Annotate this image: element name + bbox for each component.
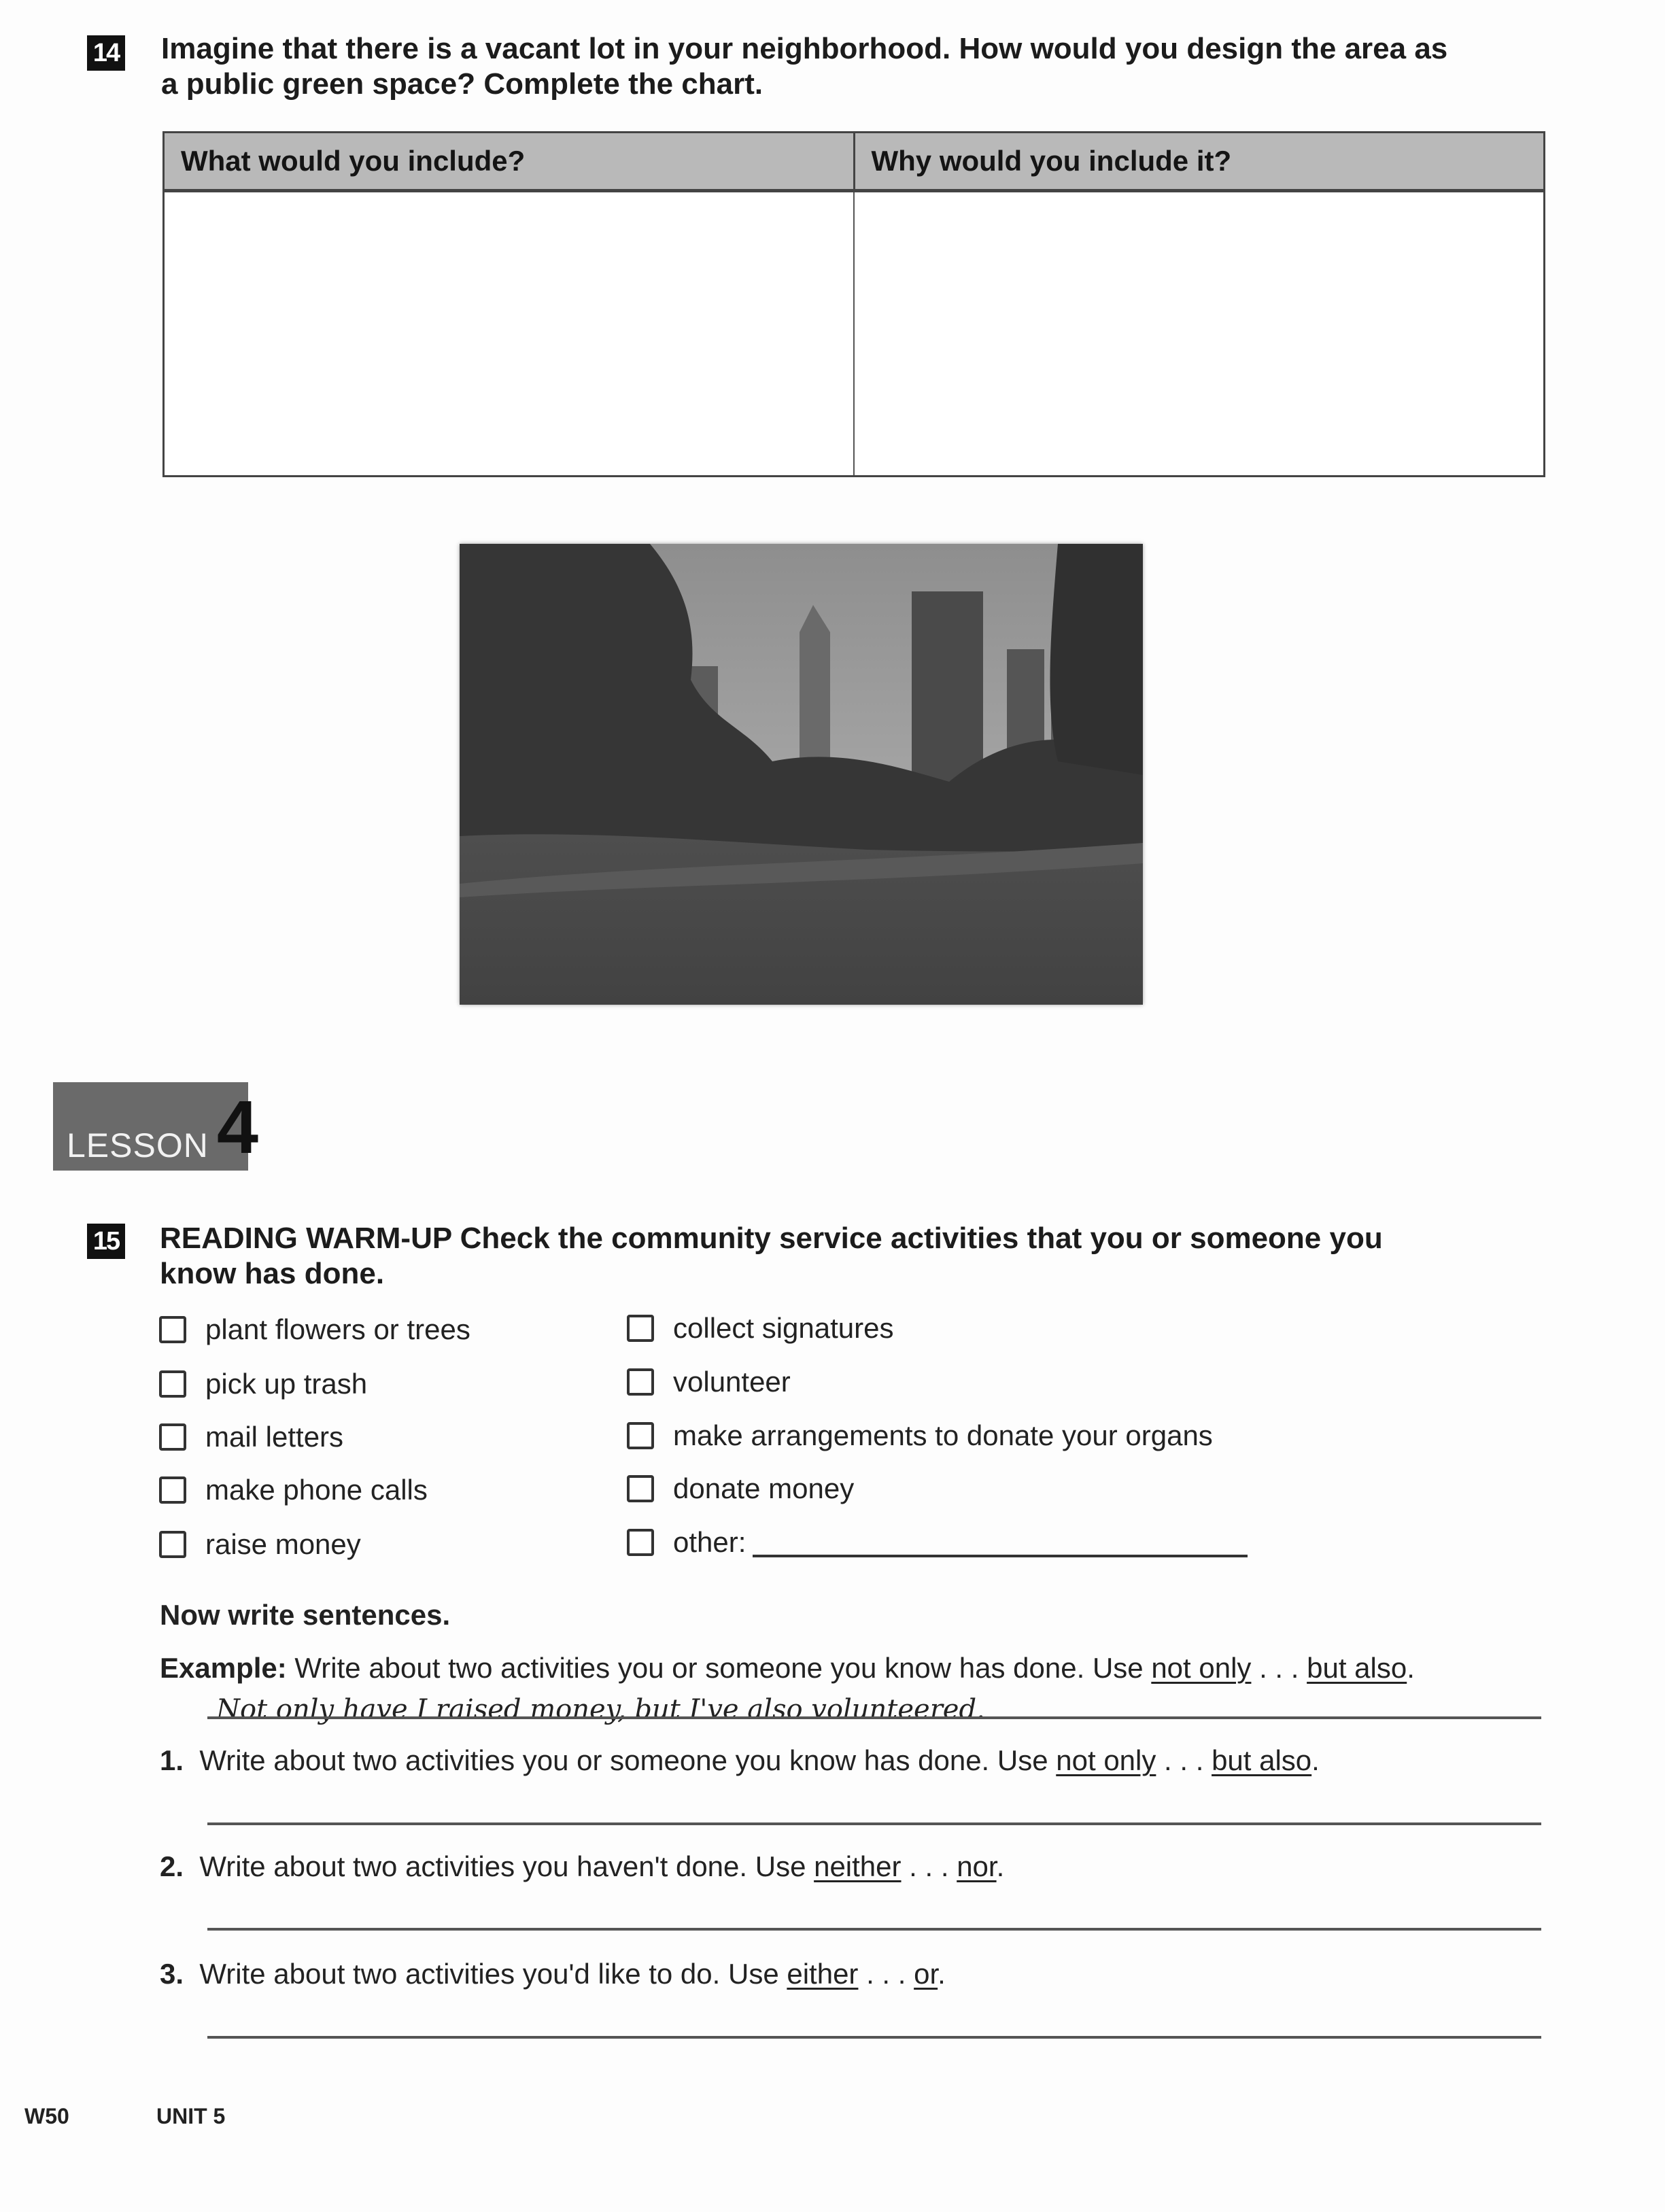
checkbox[interactable] [159,1476,186,1504]
checklist-label: plant flowers or trees [205,1313,470,1345]
checklist-item[interactable] [627,1366,791,1398]
keyword-1: either [787,1958,859,1990]
ellipsis: . . . [1156,1744,1212,1776]
keyword-2: or [914,1958,938,1990]
example-keyword-1: not only [1151,1652,1252,1684]
checkbox[interactable] [627,1368,654,1396]
question-1 [160,1744,1320,1777]
period: . [938,1958,946,1990]
example-prompt [160,1652,1415,1684]
checkbox[interactable] [159,1370,186,1398]
park-photo [460,544,1143,1005]
answer-line-2[interactable] [207,1928,1541,1931]
question-3 [160,1958,946,1990]
checkbox[interactable] [627,1315,654,1342]
example-label: Example: [160,1652,287,1684]
question-prompt: Write about two activities you or someone you know has done. Use [199,1744,1057,1776]
example-answer: Not only have I raised money, but I've also volunteered. [216,1694,985,1725]
checklist-item[interactable] [159,1421,343,1453]
checklist-label: make arrangements to donate your organs [673,1419,1213,1451]
checkbox[interactable] [159,1316,186,1343]
design-chart-table [162,131,1545,477]
checkbox[interactable] [159,1531,186,1558]
question-prompt: Write about two activities you'd like to do. Use [199,1958,787,1990]
period: . [1407,1652,1415,1684]
checklist-item[interactable] [159,1313,470,1346]
page-number: W50 [24,2104,69,2128]
exercise-15-instruction: Check the community service activities that you or someone you [451,1222,1383,1255]
keyword-2: but also [1212,1744,1312,1776]
period: . [996,1850,1005,1882]
checkbox[interactable] [627,1475,654,1502]
checkbox[interactable] [627,1422,654,1449]
checklist-item[interactable] [627,1419,1213,1452]
checklist-label: donate money [673,1472,855,1504]
lesson-banner [53,1082,259,1171]
table-row [164,191,1545,477]
checklist-label: raise money [205,1528,361,1560]
keyword-1: not only [1056,1744,1156,1776]
checklist-label: volunteer [673,1366,791,1398]
exercise-15-prompt [160,1221,1383,1292]
why-cell[interactable] [854,191,1545,477]
ellipsis: . . . [858,1958,914,1990]
checklist-item[interactable] [627,1312,894,1345]
exercise-number-15: 15 [87,1224,125,1259]
example-keyword-2: but also [1307,1652,1407,1684]
exercise-15-prompt-line2: know has done. [160,1257,385,1290]
question-number: 1. [160,1744,184,1776]
checklist-item-other[interactable] [627,1526,1248,1559]
checklist-label: make phone calls [205,1474,428,1506]
question-2 [160,1850,1004,1883]
question-number: 3. [160,1958,184,1990]
column-header-what: What would you include? [164,133,855,191]
other-input-line[interactable] [753,1527,1248,1557]
checklist-item[interactable] [159,1368,367,1400]
exercise-number-14: 14 [87,35,125,71]
checklist-item[interactable] [159,1528,361,1561]
reading-warm-up-label: READING WARM-UP [160,1222,452,1255]
checklist-label: mail letters [205,1421,344,1453]
exercise-14-prompt [161,31,1447,102]
checklist-label: pick up trash [205,1368,368,1400]
checkbox[interactable] [159,1423,186,1451]
exercise-14-prompt-line1: Imagine that there is a vacant lot in your neighborhood. How would you design the area as [161,32,1448,65]
answer-line-3[interactable] [207,2036,1541,2039]
example-answer-line [207,1716,1541,1719]
period: . [1311,1744,1320,1776]
lesson-label: LESSON [67,1126,209,1164]
keyword-2: nor [957,1850,997,1882]
exercise-14-prompt-line2: a public green space? Complete the chart. [161,67,763,101]
what-cell[interactable] [164,191,855,477]
checklist-item[interactable] [627,1472,854,1505]
lesson-number: 4 [216,1086,259,1169]
example-prompt-text: Write about two activities you or someone you know has done. Use [294,1652,1152,1684]
park-skyline-image [460,544,1143,1005]
checklist-item[interactable] [159,1474,428,1506]
exercise-15-prompt-line1 [160,1221,1383,1256]
checkbox[interactable] [627,1529,654,1556]
question-prompt: Write about two activities you haven't done. Use [199,1850,814,1882]
answer-line-1[interactable] [207,1822,1541,1825]
checklist-label: other: [673,1526,746,1558]
write-sentences-heading: Now write sentences. [160,1599,451,1631]
question-number: 2. [160,1850,184,1882]
ellipsis: . . . [901,1850,957,1882]
table-header-row [164,133,1545,191]
unit-label: UNIT 5 [156,2104,226,2128]
column-header-why: Why would you include it? [854,133,1545,191]
keyword-1: neither [814,1850,902,1882]
ellipsis: . . . [1251,1652,1307,1684]
checklist-label: collect signatures [673,1312,894,1344]
